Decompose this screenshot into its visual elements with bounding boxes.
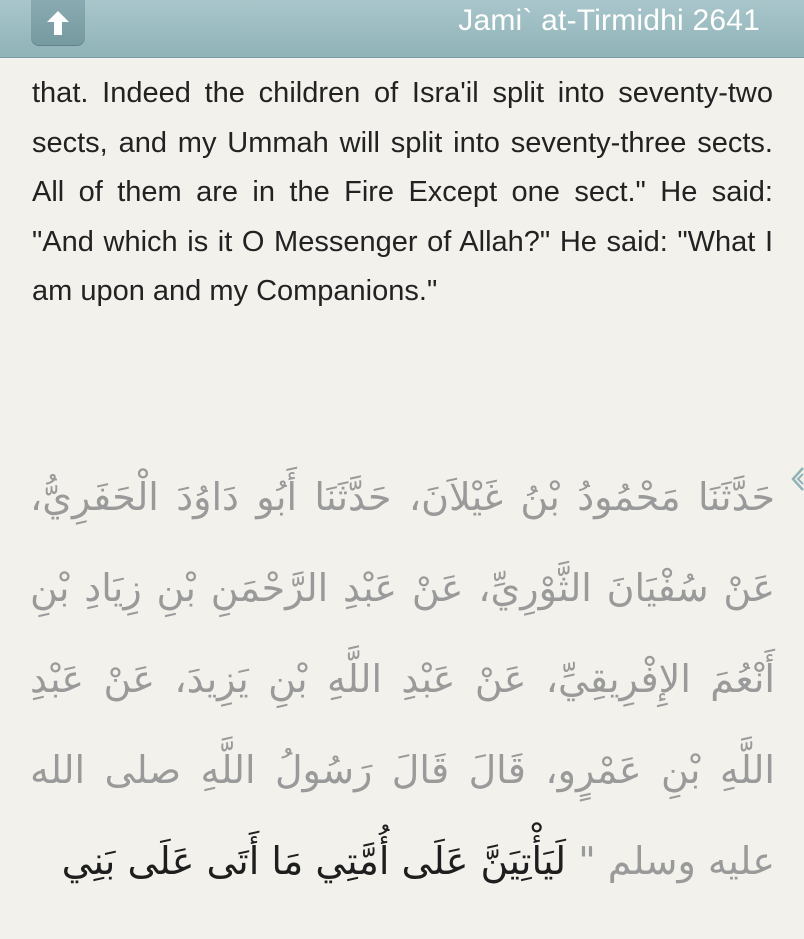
- up-button[interactable]: [31, 0, 85, 46]
- arabic-matn: لَيَأْتِيَنَّ عَلَى أُمَّتِي مَا أَتَى عَلَى بَنِي: [61, 839, 567, 883]
- english-translation: that. Indeed the children of Isra'il split into seventy-two sects, and my Ummah will split into seventy-three sects. All of them are in the Fire Except one sect." He said: "And which is it O Messenger of Allah?" He said: "What I am upon and my Companions.": [32, 77, 773, 308]
- arabic-isnad: حَدَّثَنَا مَحْمُودُ بْنُ غَيْلاَنَ، حَدَّثَنَا أَبُو دَاوُدَ الْحَفَرِيُّ، عَنْ سُفْيَانَ الثَّوْرِيِّ، عَنْ عَبْدِ الرَّحْمَنِ بْنِ زِيَادِ بْنِ أَنْعُمَ الإِفْرِيقِيِّ، عَنْ عَبْدِ اللَّهِ بْنِ يَزِيدَ، عَنْ عَبْدِ اللَّهِ بْنِ عَمْرٍو، قَالَ قَالَ رَسُولُ اللَّهِ صلى الله عليه وسلم ": [30, 475, 775, 883]
- arabic-text: [30, 452, 775, 907]
- arrow-up-icon: [45, 9, 71, 37]
- page-title: Jami` at-Tirmidhi 2641: [458, 4, 760, 37]
- header-bar: [0, 0, 804, 58]
- hadith-marker-icon: [786, 466, 804, 492]
